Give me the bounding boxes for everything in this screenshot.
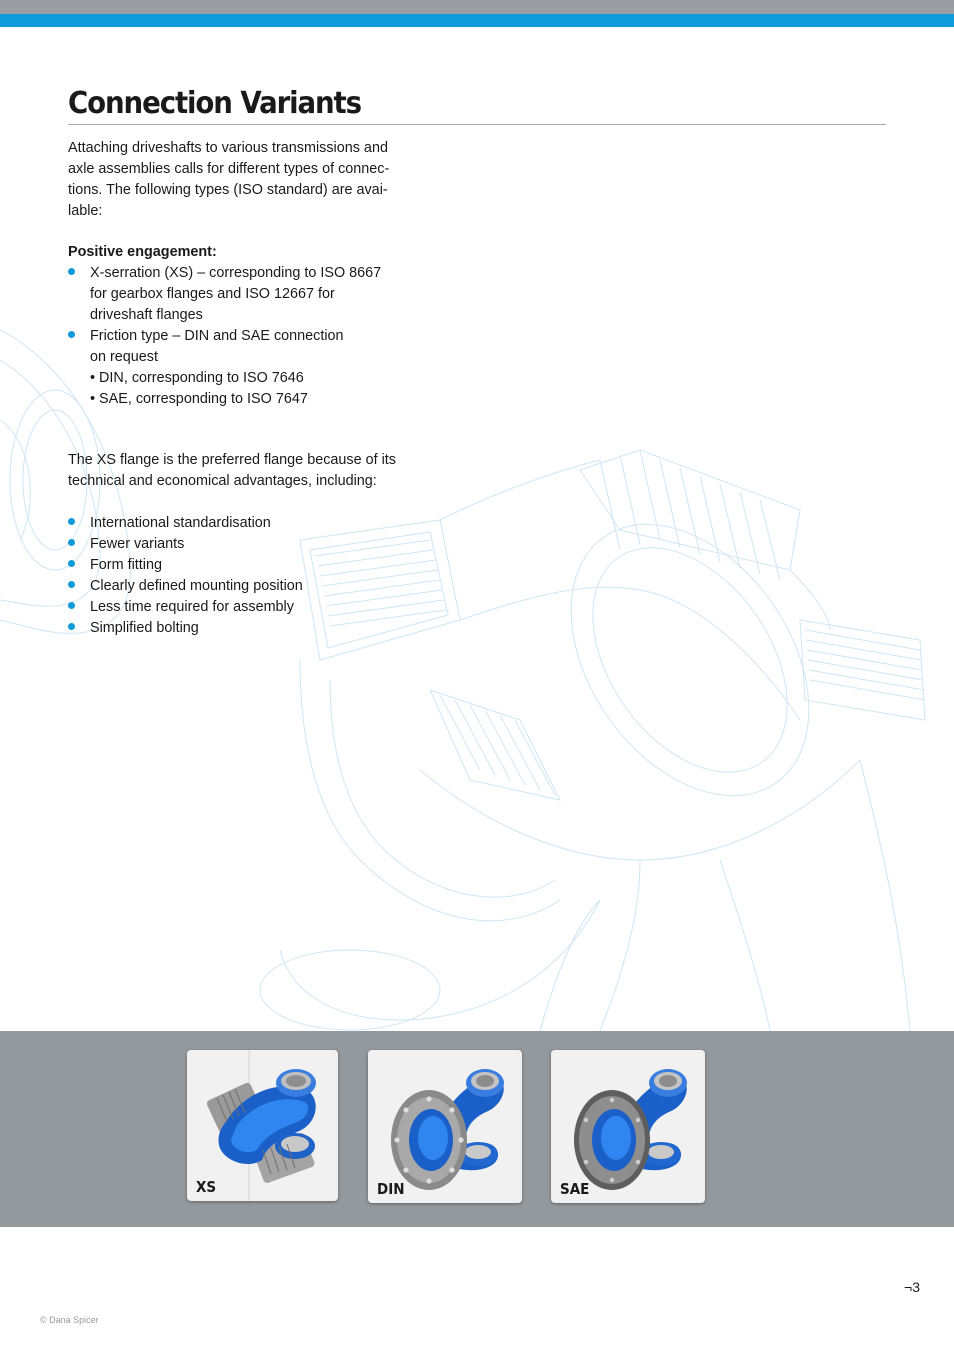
copyright-notice: © Dana Spicer [40, 1315, 99, 1325]
list-item-label: International standardisation [90, 515, 271, 531]
variant-label-din: DIN [377, 1180, 405, 1198]
list-item [68, 597, 368, 618]
header-accent-bar [0, 14, 954, 27]
list-item [68, 534, 368, 555]
bullet-icon [68, 518, 75, 525]
list-item-label: Less time required for assembly [90, 599, 294, 615]
list-item [68, 576, 368, 597]
list-item-line: X-serration (XS) – corresponding to ISO 8667 [90, 265, 382, 281]
variants-band [0, 1031, 954, 1227]
bullet-icon [68, 539, 75, 546]
xs-preference-paragraph: The XS flange is the preferred flange because of its technical and economical advantages, including: [68, 452, 396, 489]
list-item [68, 618, 368, 639]
list-item-label: Form fitting [90, 557, 162, 573]
advantages-list [68, 513, 368, 639]
list-item-line: for gearbox flanges and ISO 12667 for [90, 286, 335, 302]
list-item-label: Clearly defined mounting position [90, 578, 303, 594]
list-item-label: Fewer variants [90, 536, 185, 552]
positive-engagement-list [68, 263, 408, 410]
bullet-icon [68, 331, 75, 338]
page-number: ¬3 [904, 1279, 920, 1295]
variant-card-din [368, 1050, 522, 1203]
bullet-icon [68, 623, 75, 630]
variant-label-sae: SAE [560, 1180, 590, 1198]
list-item-line: Friction type – DIN and SAE connection [90, 328, 344, 344]
bullet-icon [68, 560, 75, 567]
list-item [68, 513, 368, 534]
positive-engagement-heading: Positive engagement: [68, 244, 217, 260]
bullet-icon [68, 581, 75, 588]
list-item-line: driveshaft flanges [90, 307, 203, 323]
variant-card-xs [187, 1050, 338, 1201]
bullet-icon [68, 268, 75, 275]
bullet-icon [68, 602, 75, 609]
list-item-label: Simplified bolting [90, 620, 199, 636]
title-divider [68, 124, 886, 125]
sub-item-sae: • SAE, corresponding to ISO 7647 [90, 391, 308, 407]
list-item [68, 326, 408, 410]
header-grey-bar [0, 0, 954, 14]
list-item [68, 555, 368, 576]
sub-item-din: • DIN, corresponding to ISO 7646 [90, 370, 304, 386]
page-title: Connection Variants [68, 86, 361, 121]
list-item [68, 263, 408, 326]
variant-card-sae [551, 1050, 705, 1203]
variant-label-xs: XS [196, 1178, 217, 1196]
list-item-line: on request [90, 349, 159, 365]
intro-paragraph: Attaching driveshafts to various transmissions and axle assemblies calls for different types of connec-tions. The following types (ISO standard) are avai-lable: [68, 140, 390, 219]
